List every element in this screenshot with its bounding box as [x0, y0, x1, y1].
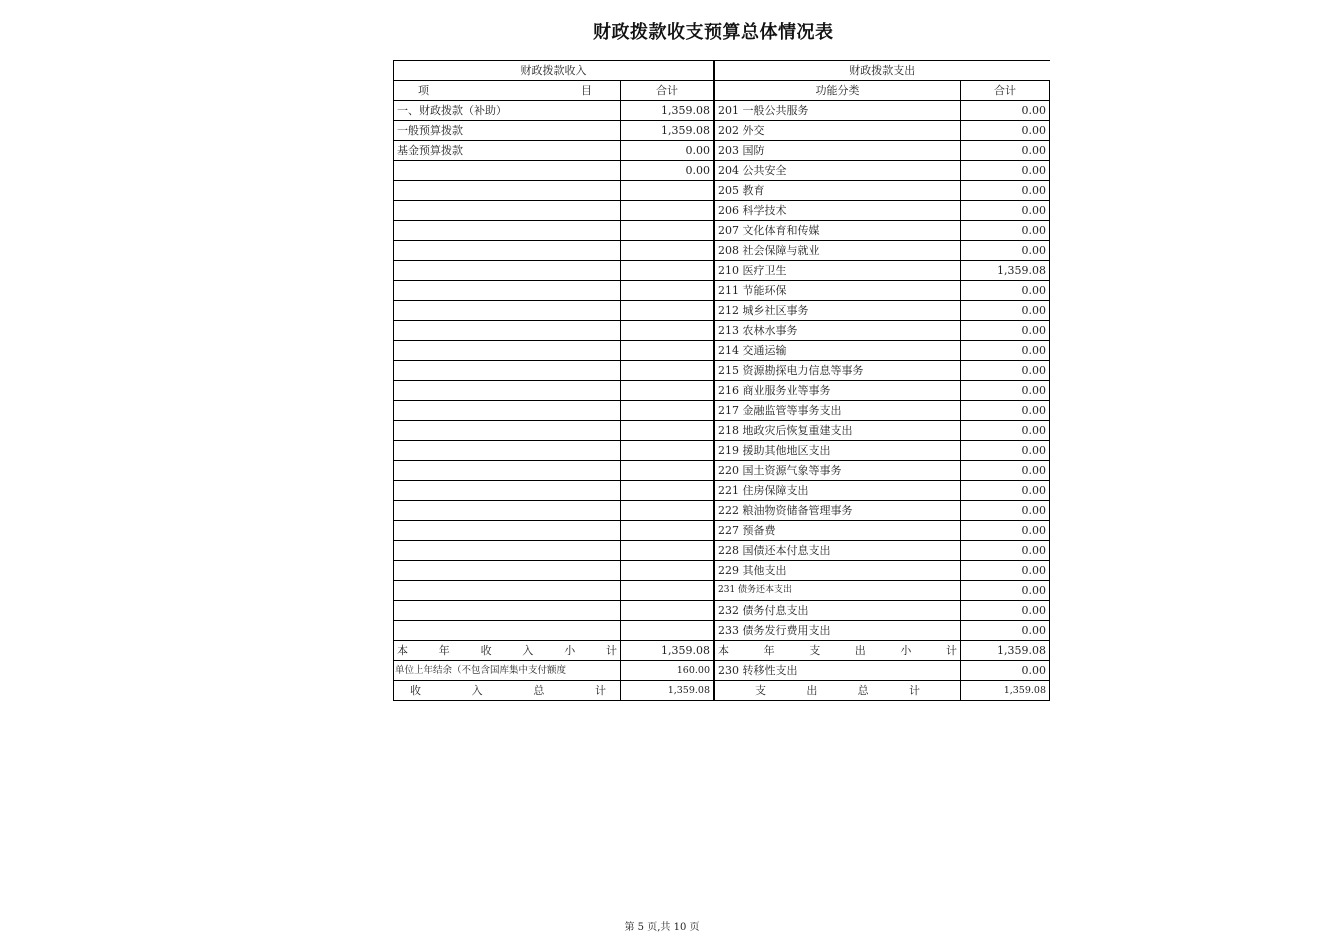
income-item-cell	[394, 361, 621, 381]
budget-table-body	[394, 61, 1050, 701]
income-value-cell	[621, 461, 715, 481]
expense-item-cell: 233 债务发行费用支出	[714, 621, 961, 641]
income-item-header-b: 目	[581, 84, 592, 97]
income-item-cell: 基金预算拨款	[394, 141, 621, 161]
income-value-cell	[621, 601, 715, 621]
expense-item-cell: 207 文化体育和传媒	[714, 221, 961, 241]
expense-value-cell: 0.00	[961, 121, 1050, 141]
table-row	[394, 561, 1050, 581]
expense-value-cell: 1,359.08	[961, 261, 1050, 281]
expense-item-cell: 208 社会保障与就业	[714, 241, 961, 261]
expense-item-cell: 232 债务付息支出	[714, 601, 961, 621]
table-row	[394, 201, 1050, 221]
income-value-cell	[621, 501, 715, 521]
expense-item-cell: 221 住房保障支出	[714, 481, 961, 501]
expense-value-cell: 0.00	[961, 481, 1050, 501]
table-row	[394, 341, 1050, 361]
income-item-cell	[394, 441, 621, 461]
expense-item-cell: 220 国土资源气象等事务	[714, 461, 961, 481]
expense-value-cell: 0.00	[961, 361, 1050, 381]
income-item-header	[394, 81, 621, 101]
expense-value-cell: 0.00	[961, 281, 1050, 301]
expense-item-cell: 213 农林水事务	[714, 321, 961, 341]
table-row	[394, 541, 1050, 561]
income-value-cell: 0.00	[621, 161, 715, 181]
income-item-cell	[394, 181, 621, 201]
income-item-cell	[394, 381, 621, 401]
expense-item-cell: 210 医疗卫生	[714, 261, 961, 281]
group-header-row	[394, 61, 1050, 81]
table-row	[394, 501, 1050, 521]
expense-value-cell: 0.00	[961, 441, 1050, 461]
income-value-cell	[621, 241, 715, 261]
transfer-value: 0.00	[961, 661, 1050, 681]
table-row	[394, 521, 1050, 541]
income-item-cell	[394, 301, 621, 321]
table-row	[394, 181, 1050, 201]
income-item-cell	[394, 581, 621, 601]
expense-value-cell: 0.00	[961, 101, 1050, 121]
expense-value-cell: 0.00	[961, 381, 1050, 401]
income-group-header: 财政拨款收入	[394, 61, 715, 81]
expense-item-cell: 216 商业服务业等事务	[714, 381, 961, 401]
income-value-cell: 0.00	[621, 141, 715, 161]
expense-item-cell: 219 援助其他地区支出	[714, 441, 961, 461]
income-item-cell	[394, 561, 621, 581]
expense-item-cell: 211 节能环保	[714, 281, 961, 301]
expense-total-value: 1,359.08	[961, 681, 1050, 701]
expense-item-cell: 222 粮油物资储备管理事务	[714, 501, 961, 521]
expense-item-cell: 229 其他支出	[714, 561, 961, 581]
income-value-cell	[621, 321, 715, 341]
expense-value-cell: 0.00	[961, 581, 1050, 601]
expense-value-cell: 0.00	[961, 341, 1050, 361]
table-row	[394, 401, 1050, 421]
income-item-cell: 一、财政拨款（补助）	[394, 101, 621, 121]
table-row	[394, 461, 1050, 481]
income-value-cell	[621, 261, 715, 281]
expense-item-cell: 215 资源勘探电力信息等事务	[714, 361, 961, 381]
expense-value-cell: 0.00	[961, 461, 1050, 481]
income-item-cell	[394, 461, 621, 481]
income-item-cell	[394, 601, 621, 621]
expense-item-cell: 228 国债还本付息支出	[714, 541, 961, 561]
income-subtotal-value: 1,359.08	[621, 641, 715, 661]
expense-subtotal-value: 1,359.08	[961, 641, 1050, 661]
expense-value-cell: 0.00	[961, 141, 1050, 161]
expense-group-header: 财政拨款支出	[714, 61, 1050, 81]
expense-value-cell: 0.00	[961, 221, 1050, 241]
income-item-cell	[394, 281, 621, 301]
expense-subtotal-label: 本年支出小计	[714, 641, 961, 661]
income-item-cell	[394, 261, 621, 281]
expense-value-cell: 0.00	[961, 161, 1050, 181]
table-row	[394, 421, 1050, 441]
income-item-cell	[394, 521, 621, 541]
income-item-cell	[394, 541, 621, 561]
income-item-header-a: 项	[418, 84, 429, 97]
income-item-cell	[394, 421, 621, 441]
carryover-row	[394, 661, 1050, 681]
income-value-cell	[621, 561, 715, 581]
expense-value-cell: 0.00	[961, 561, 1050, 581]
expense-value-cell: 0.00	[961, 301, 1050, 321]
table-row	[394, 281, 1050, 301]
income-value-cell	[621, 181, 715, 201]
income-total-label: 收入总计	[394, 681, 621, 701]
income-value-cell	[621, 341, 715, 361]
expense-item-cell: 217 金融监管等事务支出	[714, 401, 961, 421]
expense-total-header: 合计	[961, 81, 1050, 101]
expense-item-cell: 205 教育	[714, 181, 961, 201]
income-total-header: 合计	[621, 81, 715, 101]
income-value-cell	[621, 421, 715, 441]
income-value-cell	[621, 281, 715, 301]
carryover-value: 160.00	[621, 661, 715, 681]
income-item-cell	[394, 321, 621, 341]
income-item-cell	[394, 221, 621, 241]
expense-value-cell: 0.00	[961, 541, 1050, 561]
expense-item-cell: 203 国防	[714, 141, 961, 161]
expense-item-cell: 227 预备费	[714, 521, 961, 541]
column-header-row	[394, 81, 1050, 101]
expense-item-cell: 201 一般公共服务	[714, 101, 961, 121]
expense-value-cell: 0.00	[961, 241, 1050, 261]
income-value-cell	[621, 201, 715, 221]
budget-table	[393, 60, 1050, 701]
income-value-cell	[621, 621, 715, 641]
income-value-cell	[621, 441, 715, 461]
expense-item-cell: 212 城乡社区事务	[714, 301, 961, 321]
carryover-label: 单位上年结余（不包含国库集中支付额度	[394, 661, 621, 681]
total-row	[394, 681, 1050, 701]
table-row	[394, 121, 1050, 141]
income-value-cell	[621, 481, 715, 501]
income-value-cell	[621, 581, 715, 601]
page-footer: 第 5 页,共 10 页	[624, 922, 700, 933]
expense-value-cell: 0.00	[961, 601, 1050, 621]
income-item-cell	[394, 621, 621, 641]
expense-total-label: 支出总计	[714, 681, 961, 701]
expense-value-cell: 0.00	[961, 521, 1050, 541]
expense-item-cell: 231 债务还本支出	[714, 581, 961, 601]
table-row	[394, 441, 1050, 461]
table-row	[394, 321, 1050, 341]
income-subtotal-label: 本年收入小计	[394, 641, 621, 661]
table-row	[394, 101, 1050, 121]
expense-item-cell: 218 地政灾后恢复重建支出	[714, 421, 961, 441]
expense-item-cell: 214 交通运输	[714, 341, 961, 361]
subtotal-row	[394, 641, 1050, 661]
income-item-cell	[394, 201, 621, 221]
income-item-cell	[394, 501, 621, 521]
table-row	[394, 361, 1050, 381]
expense-item-header: 功能分类	[714, 81, 961, 101]
page-title: 财政拨款收支预算总体情况表	[593, 22, 834, 43]
table-row	[394, 221, 1050, 241]
income-value-cell	[621, 301, 715, 321]
income-item-cell	[394, 161, 621, 181]
expense-item-cell: 204 公共安全	[714, 161, 961, 181]
table-row	[394, 481, 1050, 501]
expense-value-cell: 0.00	[961, 181, 1050, 201]
expense-value-cell: 0.00	[961, 321, 1050, 341]
income-item-cell	[394, 481, 621, 501]
expense-value-cell: 0.00	[961, 621, 1050, 641]
expense-item-cell: 206 科学技术	[714, 201, 961, 221]
table-row	[394, 141, 1050, 161]
table-row	[394, 241, 1050, 261]
income-value-cell: 1,359.08	[621, 101, 715, 121]
income-item-cell: 一般预算拨款	[394, 121, 621, 141]
income-value-cell: 1,359.08	[621, 121, 715, 141]
income-value-cell	[621, 541, 715, 561]
income-value-cell	[621, 221, 715, 241]
income-total-value: 1,359.08	[621, 681, 715, 701]
table-row	[394, 261, 1050, 281]
table-row	[394, 601, 1050, 621]
income-item-cell	[394, 401, 621, 421]
income-value-cell	[621, 401, 715, 421]
income-value-cell	[621, 361, 715, 381]
expense-value-cell: 0.00	[961, 401, 1050, 421]
income-item-cell	[394, 341, 621, 361]
table-row	[394, 381, 1050, 401]
income-item-cell	[394, 241, 621, 261]
expense-value-cell: 0.00	[961, 201, 1050, 221]
table-row	[394, 161, 1050, 181]
table-row	[394, 301, 1050, 321]
income-value-cell	[621, 381, 715, 401]
expense-item-cell: 202 外交	[714, 121, 961, 141]
transfer-label: 230 转移性支出	[714, 661, 961, 681]
expense-value-cell: 0.00	[961, 501, 1050, 521]
expense-value-cell: 0.00	[961, 421, 1050, 441]
table-row	[394, 621, 1050, 641]
table-row	[394, 581, 1050, 601]
income-value-cell	[621, 521, 715, 541]
